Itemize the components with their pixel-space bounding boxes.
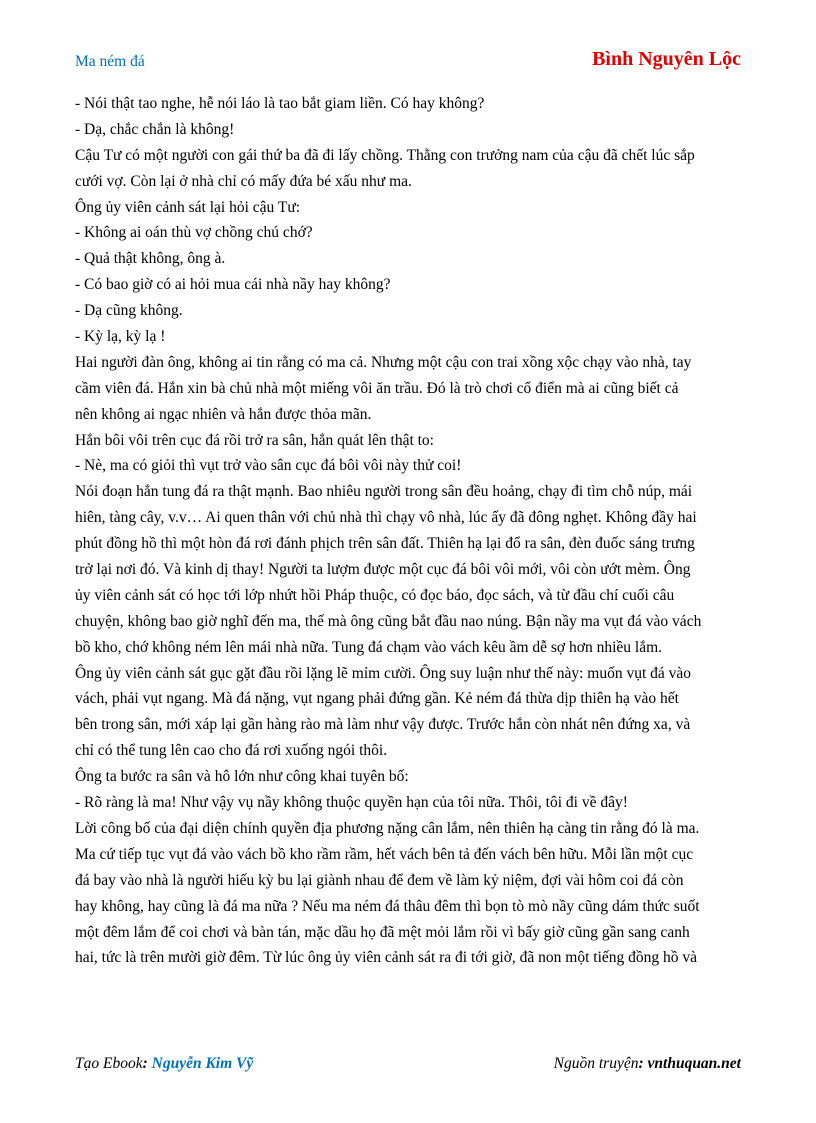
ebook-credit: Tạo Ebook: Nguyễn Kim Vỹ: [75, 1055, 254, 1072]
text-line: Hai người đàn ông, không ai tin rằng có ma cả. Nhưng một cậu con trai xồng xộc chạy vào nhà, tay: [75, 353, 692, 371]
page-header: [75, 48, 741, 78]
text-line: vách, phải vụt ngang. Mà đá nặng, vụt ngang phải đứng gần. Kẻ ném đá thừa dịp thiên hạ vào hết: [75, 690, 679, 708]
text-line: - Nói thật tao nghe, hễ nói láo là tao bắt giam liền. Có hay không?: [75, 95, 485, 112]
text-line: - Dạ, chắc chắn là không!: [75, 120, 235, 138]
ebook-author: Nguyễn Kim Vỹ: [151, 1055, 254, 1072]
text-line: - Quả thật không, ông à.: [75, 250, 226, 268]
text-line: hiên, tàng cây, v.v… Ai quen thân với chủ nhà thì chạy vô nhà, lúc ấy đã đông nghẹt. Không đầy hai: [75, 509, 697, 527]
text-line: phút đồng hồ thì một hòn đá rơi đánh phịch trên sân đất. Thiên hạ lại đổ ra sân, đèn đuốc sáng trưng: [75, 535, 695, 553]
text-line: Ma cứ tiếp tục vụt đá vào vách bồ kho rầm rầm, hết vách bên tả đến vách bên hữu. Mỗi lần một cục: [75, 845, 694, 863]
text-line: Hắn bôi vôi trên cục đá rồi trở ra sân, hắn quát lên thật to:: [75, 431, 434, 449]
text-line: hai, tức là trên mười giờ đêm. Từ lúc ông ủy viên cảnh sát ra đi tới giờ, đã non một tiếng đồng hồ và: [75, 949, 698, 967]
text-line: - Không ai oán thù vợ chồng chú chớ?: [75, 224, 313, 242]
text-line: nên không ai ngạc nhiên và hắn được thỏa mãn.: [75, 405, 372, 423]
text-line: đá bay vào nhà là người hiếu kỳ bu lại giành nhau để đem về làm kỷ niệm, đợi vài hôm coi đá còn: [75, 871, 684, 889]
text-line: Lời công bố của đại diện chính quyền địa phương nặng cân lắm, nên thiên hạ càng tin rằng đó là ma.: [75, 819, 700, 837]
text-line: - Nè, ma có giỏi thì vụt trở vào sân cục đá bôi vôi này thử coi!: [75, 457, 462, 475]
text-line: Nói đoạn hắn tung đá ra thật mạnh. Bao nhiêu người trong sân đều hoảng, chạy đi tìm chỗ núp, mái: [75, 483, 693, 501]
page-footer: [75, 1055, 741, 1077]
text-line: - Có bao giờ có ai hỏi mua cái nhà nầy hay không?: [75, 276, 391, 294]
text-line: ủy viên cảnh sát có học tới lớp nhứt hồi Pháp thuộc, có đọc báo, đọc sách, và từ đầu chí cuối câu: [75, 586, 675, 604]
source-label: Nguồn truyện: [553, 1055, 639, 1072]
story-body: [75, 91, 743, 971]
text-line: Cậu Tư có một người con gái thứ ba đã đi lấy chồng. Thằng con trưởng nam của cậu đã chết lúc sắp: [75, 146, 695, 164]
source-credit: Nguồn truyện: vnthuquan.net: [553, 1055, 741, 1072]
text-line: Ông ủy viên cảnh sát lại hỏi cậu Tư:: [75, 198, 301, 216]
text-line: Ông ta bước ra sân và hô lớn như công khai tuyên bố:: [75, 768, 409, 786]
text-line: cưới vợ. Còn lại ở nhà chỉ có mấy đứa bé xấu như ma.: [75, 172, 412, 190]
text-line: trở lại nơi đó. Và kinh dị thay! Người ta lượm được một cục đá bôi vôi mới, vôi còn ướt mèm. Ông: [75, 561, 691, 579]
text-line: hay không, hay cũng là đá ma nữa ? Nếu ma ném đá thâu đêm thì bọn tò mò nầy cũng dám thức suốt: [75, 897, 700, 915]
text-line: chuyện, không bao giờ nghĩ đến ma, thế mà ông cũng bắt đầu nao núng. Bận nầy ma vụt đá vào vách: [75, 612, 702, 630]
text-line: Ông ủy viên cảnh sát gục gặt đầu rồi lặng lẽ mỉm cười. Ông suy luận như thế này: muốn vụt đá vào: [75, 664, 692, 682]
book-title: Ma ném đá: [75, 53, 145, 70]
text-line: - Rõ ràng là ma! Như vậy vụ nầy không thuộc quyền hạn của tôi nữa. Thôi, tôi đi về đây!: [75, 794, 628, 812]
text-line: bồ kho, chớ không ném lên mái nhà nữa. Tung đá chạm vào vách kêu ầm dễ sợ hơn nhiều lắm.: [75, 638, 663, 656]
source-site: vnthuquan.net: [647, 1055, 741, 1072]
text-line: một đêm lắm để coi chơi và bàn tán, mặc dầu họ đã mệt mỏi lắm rồi vì bấy giờ cũng gần sang canh: [75, 923, 690, 941]
text-line: - Dạ cũng không.: [75, 302, 183, 320]
text-line: - Kỳ lạ, kỳ lạ !: [75, 328, 166, 346]
text-line: cầm viên đá. Hắn xin bà chủ nhà một miếng vôi ăn trầu. Đó là trò chơi cổ điển mà ai cũng biết cả: [75, 379, 679, 397]
ebook-label: Tạo Ebook: [75, 1055, 143, 1072]
text-line: bên trong sân, mới xáp lại gần hàng rào mà làm như vậy được. Trước hắn còn nhát nên đứng xa, và: [75, 716, 691, 734]
book-author: Bình Nguyên Lộc: [592, 48, 741, 70]
text-line: chỉ có thể tung lên cao cho đá rơi xuống ngói thôi.: [75, 742, 388, 760]
